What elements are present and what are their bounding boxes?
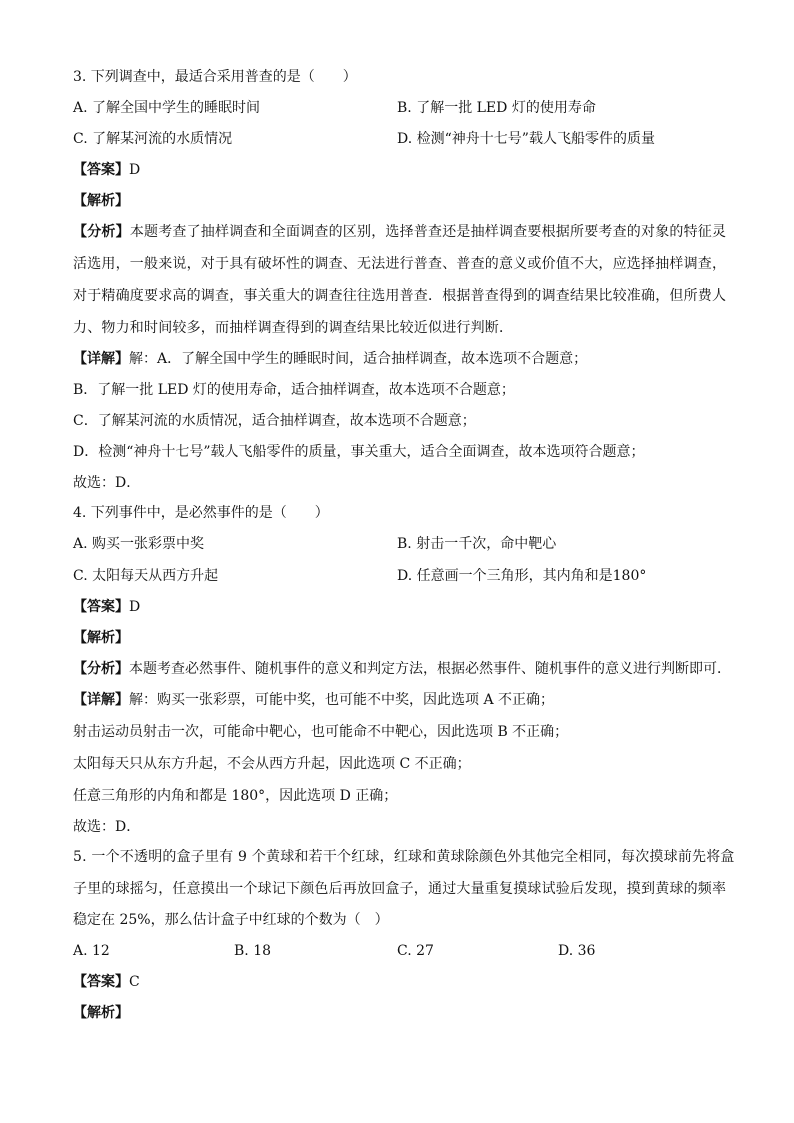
- q4-detail-c: 太阳每天只从东方升起，不会从西方升起，因此选项 C 不正确；: [73, 756, 471, 772]
- answer-tag: 【答案】: [73, 162, 129, 178]
- q5-option-a: A. 12: [73, 943, 110, 959]
- q4-option-c: C. 太阳每天从西方升起: [73, 568, 219, 584]
- q4-analysis-heading: [73, 629, 733, 647]
- q5-analysis-heading: [73, 1004, 733, 1022]
- fenxi-tag: 【分析】: [73, 661, 129, 677]
- q5-option-d: D. 36: [558, 943, 596, 959]
- q5-answer-line: [73, 973, 733, 991]
- q3-option-b: B. 了解一批 LED 灯的使用寿命: [397, 100, 596, 116]
- q3-detail-d: D．检测“神舟十七号”载人飞船零件的质量，事关重大，适合全面调查，故本选项符合题意；: [73, 444, 645, 460]
- answer-tag: 【答案】: [73, 599, 129, 615]
- q5-option-c: C. 27: [397, 943, 434, 959]
- q4-detail-d: 任意三角形的内角和都是 180°，因此选项 D 正确；: [73, 788, 398, 804]
- q3-analysis-heading: [73, 192, 733, 210]
- q5-stem-line-1: 5. 一个不透明的盒子里有 9 个黄球和若干个红球，红球和黄球除颜色外其他完全相同，每次摸球前先将盒: [73, 849, 735, 865]
- q3-option-d: D. 检测“神舟十七号”载人飞船零件的质量: [397, 131, 655, 147]
- q4-answer-value: D: [129, 599, 141, 615]
- q4-option-d: D. 任意画一个三角形，其内角和是180°: [397, 568, 647, 584]
- q4-answer-line: [73, 598, 733, 616]
- q3-fenxi-line-3: 对于精确度要求高的调查，事关重大的调查往往选用普查．根据普查得到的调查结果比较准确，但所费人: [73, 288, 727, 304]
- q4-detail-b: 射击运动员射击一次，可能命中靶心，也可能命不中靶心，因此选项 B 不正确；: [73, 724, 569, 740]
- q3-answer-value: D: [129, 162, 141, 178]
- q4-option-b: B. 射击一千次，命中靶心: [397, 536, 557, 552]
- q3-conclusion: 故选：D．: [73, 475, 141, 491]
- fenxi-tag: 【分析】: [73, 224, 130, 240]
- q4-stem: 4. 下列事件中，是必然事件的是（ ）: [73, 505, 329, 521]
- q3-detail-b: B．了解一批 LED 灯的使用寿命，适合抽样调查，故本选项不合题意；: [73, 382, 515, 398]
- q3-option-a: A. 了解全国中学生的睡眠时间: [73, 100, 261, 116]
- q3-answer-line: [73, 161, 733, 179]
- q3-fenxi-line-1: 【分析】本题考查了抽样调查和全面调查的区别，选择普查还是抽样调查要根据所要考查的对象的特征灵: [73, 224, 727, 240]
- q5-stem-line-3: 稳定在 25%，那么估计盒子中红球的个数为（ ）: [73, 912, 389, 928]
- q5-option-b: B. 18: [234, 943, 272, 959]
- xiangjie-tag: 【详解】: [73, 692, 129, 708]
- analysis-tag: 【解析】: [73, 193, 129, 209]
- analysis-tag: 【解析】: [73, 630, 129, 646]
- answer-tag: 【答案】: [73, 974, 129, 990]
- q4-conclusion: 故选：D．: [73, 819, 141, 835]
- q4-xiangjie-line: 【详解】解：购买一张彩票，可能中奖，也可能不中奖，因此选项 A 不正确；: [73, 692, 555, 708]
- analysis-tag: 【解析】: [73, 1005, 129, 1021]
- q4-fenxi-line: 【分析】本题考查必然事件、随机事件的意义和判定方法，根据必然事件、随机事件的意义进行判断即可．: [73, 661, 731, 677]
- q3-fenxi-line-4: 力、物力和时间较多，而抽样调查得到的调查结果比较近似进行判断．: [73, 320, 514, 336]
- q3-option-c: C. 了解某河流的水质情况: [73, 131, 233, 147]
- q5-stem-line-2: 子里的球摇匀，任意摸出一个球记下颜色后再放回盒子，通过大量重复摸球试验后发现，摸到黄球的频率: [73, 881, 727, 897]
- q3-stem: 3. 下列调查中，最适合采用普查的是（ ）: [73, 69, 357, 85]
- q3-fenxi-line-2: 活选用，一般来说，对于具有破坏性的调查、无法进行普查、普查的意义或价值不大，应选择抽样调查，: [73, 256, 727, 272]
- q3-xiangjie-line: 【详解】解：A．了解全国中学生的睡眠时间，适合抽样调查，故本选项不合题意；: [73, 351, 588, 367]
- q5-answer-value: C: [129, 974, 140, 990]
- q4-option-a: A. 购买一张彩票中奖: [73, 536, 205, 552]
- xiangjie-tag: 【详解】: [73, 351, 129, 367]
- q3-detail-c: C．了解某河流的水质情况，适合抽样调查，故本选项不合题意；: [73, 413, 476, 429]
